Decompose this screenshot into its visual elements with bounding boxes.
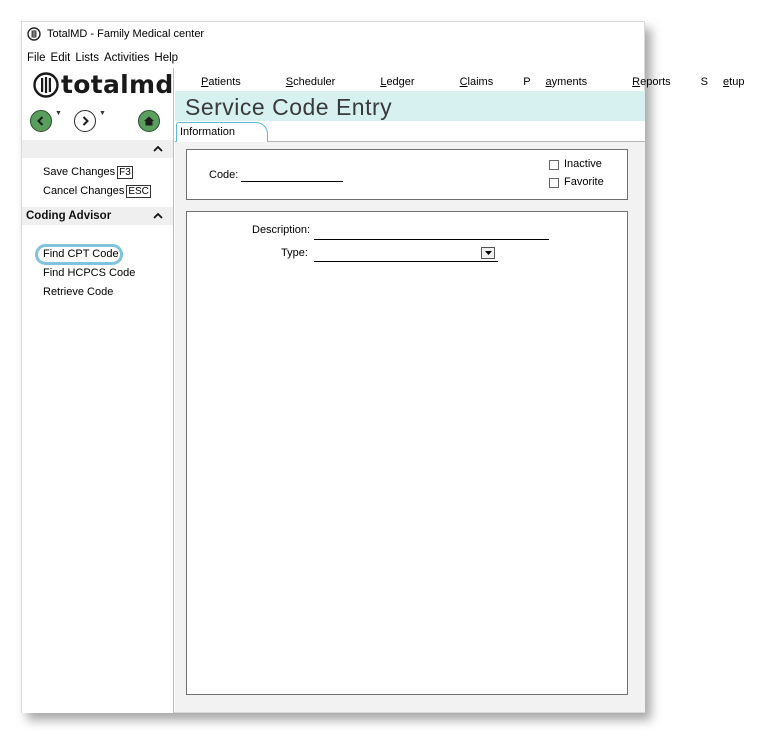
nav-buttons [30, 110, 170, 136]
menu-setup[interactable]: S etup [700, 76, 745, 88]
favorite-checkbox[interactable] [549, 178, 559, 188]
menu-lists[interactable]: Lists [75, 52, 100, 64]
menu-payments[interactable]: P ayments [523, 76, 588, 88]
cancel-shortcut-key: ESC [128, 186, 149, 197]
form-content [175, 142, 645, 712]
collapse-chevron-icon[interactable] [153, 211, 163, 221]
find-hcpcs-code-link[interactable]: Find HCPCS Code [43, 267, 136, 279]
home-icon [143, 115, 155, 127]
retrieve-code-link[interactable]: Retrieve Code [43, 286, 114, 298]
description-label: Description: [252, 224, 311, 236]
app-window [21, 21, 745, 713]
home-button[interactable] [138, 110, 160, 132]
actions-section-header[interactable] [22, 140, 173, 158]
coding-advisor-title: Coding Advisor [26, 210, 112, 222]
back-circle-icon [35, 115, 47, 127]
description-input[interactable] [314, 224, 549, 238]
save-shortcut-key: F3 [119, 167, 131, 178]
title-bar [22, 22, 644, 46]
menu-edit[interactable]: Edit [50, 52, 71, 64]
cancel-changes-label: Cancel Changes [43, 185, 125, 197]
back-button[interactable] [30, 110, 52, 132]
menu-ledger[interactable]: Ledger [380, 76, 415, 88]
menu-claims[interactable]: Claims [459, 76, 494, 88]
logo [33, 70, 174, 99]
menu-bar [22, 49, 183, 67]
menu-patients[interactable]: Patients [201, 76, 241, 88]
details-group [186, 211, 628, 695]
inactive-checkbox[interactable] [549, 160, 559, 170]
page-title-band [175, 91, 645, 121]
type-label: Type: [281, 247, 308, 259]
favorite-label: Favorite [564, 176, 604, 188]
code-label: Code: [209, 169, 239, 181]
tab-strip [175, 121, 645, 142]
menu-scheduler[interactable]: Scheduler [285, 76, 336, 88]
menu-activities[interactable]: Activities [104, 52, 150, 64]
menu-help[interactable]: Help [154, 52, 179, 64]
code-input[interactable] [241, 168, 343, 182]
save-changes-label: Save Changes [43, 166, 116, 178]
tab-information[interactable]: Information [176, 122, 268, 143]
inactive-label: Inactive [564, 158, 602, 170]
find-cpt-code-link[interactable]: Find CPT Code [43, 248, 119, 260]
main-menu [186, 76, 774, 88]
logo-text: totalmd [61, 70, 174, 99]
description-input-underline [314, 239, 549, 240]
logo-icon [33, 72, 59, 98]
app-icon [27, 27, 41, 41]
save-changes-link[interactable] [43, 166, 133, 179]
page-title: Service Code Entry [185, 94, 393, 120]
chevron-down-icon [485, 251, 492, 255]
type-dropdown-button[interactable] [481, 247, 495, 259]
menu-file[interactable]: File [27, 52, 46, 64]
window-title: TotalMD - Family Medical center [47, 28, 205, 40]
code-group [186, 149, 628, 200]
left-panel [22, 68, 174, 713]
collapse-chevron-icon[interactable] [153, 144, 163, 154]
forward-button[interactable] [74, 110, 96, 132]
back-history-icon[interactable]: ▼ [55, 110, 62, 117]
coding-advisor-section-header[interactable] [22, 207, 173, 225]
menu-reports[interactable]: Reports [632, 76, 671, 88]
cancel-changes-link[interactable] [43, 185, 151, 198]
type-select-underline [314, 261, 498, 262]
forward-circle-icon [79, 115, 91, 127]
forward-history-icon[interactable]: ▼ [99, 110, 106, 117]
type-select[interactable] [314, 247, 479, 261]
